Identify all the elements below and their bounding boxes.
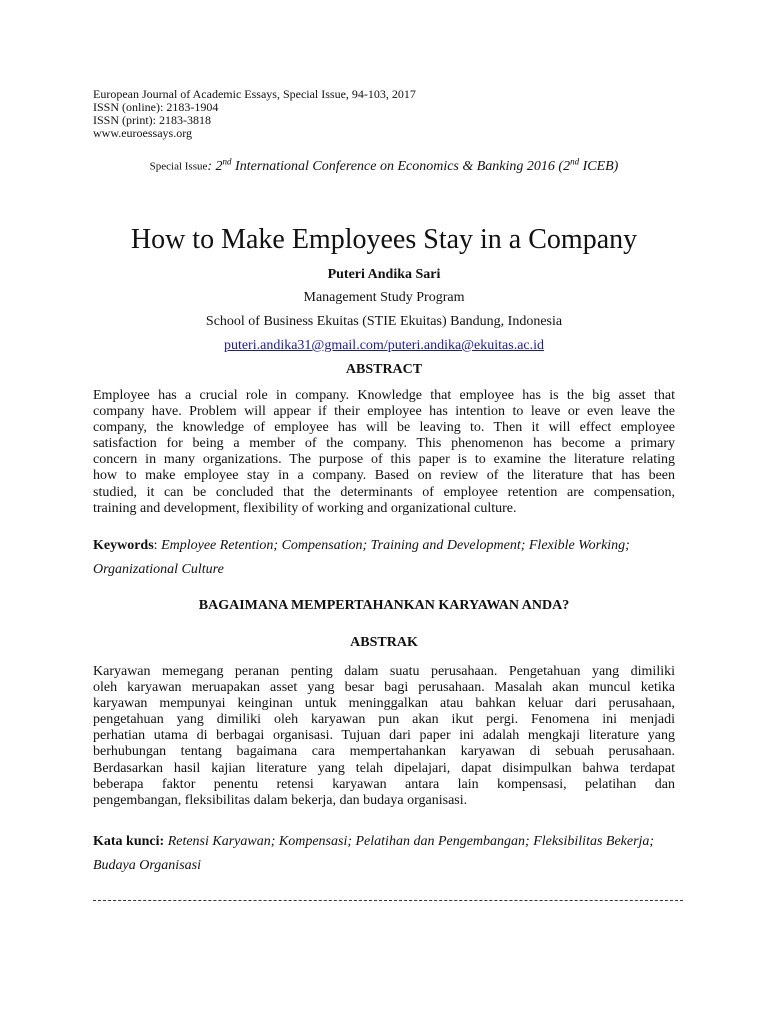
conference-acronym: ICEB)	[579, 158, 619, 174]
abstract-line: company have. Problem will appear if their employee has intention to leave or even leave the	[93, 404, 675, 420]
abstrak-line: berhubungan tentang bagaimana cara mempertahankan karyawan di sebuah perusahaan.	[93, 744, 675, 760]
journal-citation: European Journal of Academic Essays, Special Issue, 94-103, 2017	[93, 87, 416, 101]
issn-print: ISSN (print): 2183-3818	[93, 113, 211, 127]
keywords-label: Keywords	[93, 538, 154, 553]
author-email-line	[0, 337, 768, 355]
special-issue-num1: 2	[215, 158, 223, 174]
issn-online: ISSN (online): 2183-1904	[93, 100, 219, 114]
journal-meta	[93, 88, 416, 140]
author-affiliation: School of Business Ekuitas (STIE Ekuitas) Bandung, Indonesia	[205, 314, 563, 329]
abstrak-line: pengembangan, fleksibilitas dalam bekerja, dan budaya organisasi.	[93, 792, 468, 808]
abstrak-heading: ABSTRAK	[350, 635, 418, 650]
special-issue-num2: 2	[563, 158, 571, 174]
abstrak-text	[93, 664, 675, 809]
abstract-line: Employee has a crucial role in company. Knowledge that employee has is the big asset that	[93, 388, 675, 403]
special-issue-label: Special Issue	[149, 160, 208, 173]
author-department: Management Study Program	[303, 290, 465, 305]
abstract-heading: ABSTRACT	[345, 362, 423, 377]
abstract-line: satisfaction for being a member of the company. This phenomenon has become a primary	[93, 436, 675, 452]
keywords	[93, 534, 675, 582]
abstrak-line: karyawan mempunyai keinginan untuk meninggalkan atau bahkan keluar dari perusahaan,	[93, 696, 675, 712]
abstract-line: training and development, flexibility of working and organizational culture.	[93, 500, 517, 516]
abstract-text	[93, 388, 675, 517]
special-issue-line	[0, 156, 768, 175]
kata-kunci-list: Retensi Karyawan; Kompensasi; Pelatihan dan Pengembangan; Fleksibilitas Bekerja; Budaya Organisasi	[93, 834, 655, 873]
paper-title: How to Make Employees Stay in a Company	[130, 224, 638, 255]
abstrak-line: oleh karyawan meruapakan asset yang besar bagi perusahaan. Masalah akan muncul ketika	[93, 680, 675, 696]
kata-kunci-label: Kata kunci:	[93, 834, 165, 849]
abstract-line: studied, it can be concluded that the determinants of employee retention are compensation,	[93, 484, 675, 500]
kata-kunci	[93, 830, 675, 878]
author-name: Puteri Andika Sari	[327, 267, 441, 282]
keywords-list: Employee Retention; Compensation; Training and Development; Flexible Working; Organizational Culture	[93, 538, 630, 577]
keywords-separator: :	[153, 538, 162, 553]
section-divider	[93, 900, 683, 901]
abstrak-line: Karyawan memegang peranan penting dalam suatu perusahaan. Pengetahuan yang dimiliki	[93, 664, 675, 679]
special-issue-colon: :	[207, 158, 216, 174]
conference-name: International Conference on Economics & Banking 2016 (	[231, 158, 564, 174]
abstract-line: company, the knowledge of employee has will be leaving to. Then it will effect employee	[93, 420, 675, 436]
author-email-link[interactable]: puteri.andika31@gmail.com/puteri.andika@ekuitas.ac.id	[223, 338, 545, 353]
special-issue-sup2: nd	[570, 156, 580, 166]
special-issue-sup1: nd	[222, 156, 232, 166]
abstract-line: how to make employee stay in a company. Based on review of the literature that has been	[93, 468, 675, 484]
journal-website: www.euroessays.org	[93, 126, 192, 140]
abstrak-line: Berdasarkan hasil kajian literature yang telah dipelajari, dapat disimpulkan bahwa terdapat	[93, 760, 675, 776]
abstrak-line: perhatian utama di berbagai organisasi. Tujuan dari paper ini adalah mengkaji literature yang	[93, 728, 675, 744]
indonesian-title: BAGAIMANA MEMPERTAHANKAN KARYAWAN ANDA?	[198, 598, 570, 613]
abstrak-line: beberapa faktor penentu retensi karyawan antara lain kompensasi, pelatihan dan	[93, 776, 675, 792]
abstract-line: concern in many organizations. The purpose of this paper is to examine the literature relating	[93, 452, 675, 468]
abstrak-line: pengetahuan yang dimiliki oleh karyawan pun akan ikut pergi. Fenomena ini menjadi	[93, 712, 675, 728]
